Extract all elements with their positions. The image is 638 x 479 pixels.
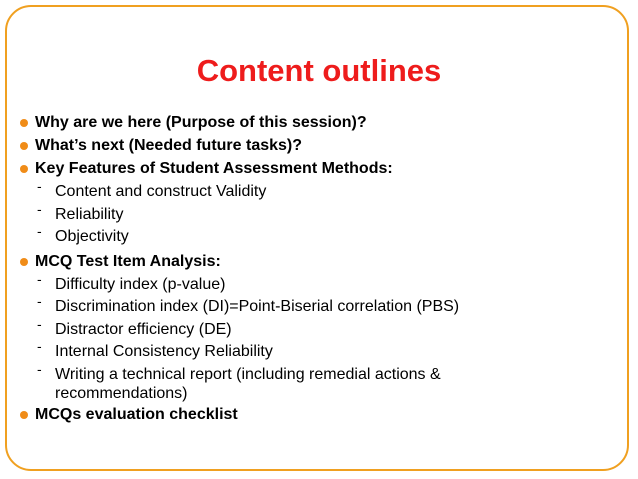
bullet-dot-icon — [20, 258, 28, 266]
outline-item — [20, 113, 620, 136]
outline-item — [20, 136, 620, 159]
outline-item — [20, 159, 620, 182]
sub-item-text: Internal Consistency Reliability — [55, 343, 273, 360]
dash-icon: - — [37, 223, 42, 239]
sub-item — [20, 223, 620, 250]
outline-item — [20, 405, 620, 428]
dash-icon: - — [37, 293, 42, 309]
outline-item-text: MCQ Test Item Analysis: — [35, 252, 221, 270]
sub-item — [20, 178, 620, 205]
dash-icon: - — [37, 270, 42, 287]
sub-item-text: Distractor efficiency (DE) — [55, 320, 232, 338]
sub-item — [20, 293, 620, 320]
sub-item-text: Writing a technical report (including remedial actions & recommendations) — [55, 365, 441, 402]
bullet-dot-icon — [20, 411, 28, 419]
sub-item — [20, 270, 620, 298]
sub-item-text: Content and construct Validity — [55, 183, 267, 200]
dash-icon: - — [37, 200, 42, 217]
outline-item-text: Key Features of Student Assessment Methods: — [35, 160, 393, 177]
sub-item-text: Difficulty index (p-value) — [55, 275, 226, 293]
slide-title: Content outlines — [196, 53, 442, 88]
sub-item-text: Discrimination index (DI)=Point-Biserial correlation (PBS) — [55, 298, 460, 315]
dash-icon: - — [37, 360, 42, 377]
sub-item — [20, 338, 620, 365]
sub-item — [20, 315, 620, 343]
outline-item-text: MCQs evaluation checklist — [35, 405, 238, 423]
sub-item-text: Objectivity — [55, 228, 129, 245]
dash-icon: - — [37, 178, 42, 194]
sub-list — [20, 178, 620, 250]
outline-list — [20, 113, 620, 428]
sub-item — [20, 200, 620, 228]
outline-item-text: Why are we here (Purpose of this session)? — [35, 114, 367, 131]
bullet-dot-icon — [20, 119, 28, 127]
dash-icon: - — [37, 338, 42, 354]
outline-item-text: What’s next (Needed future tasks)? — [35, 137, 303, 154]
sub-list — [20, 270, 620, 403]
bullet-dot-icon — [20, 165, 28, 173]
sub-item-text: Reliability — [55, 205, 124, 223]
bullet-dot-icon — [20, 142, 28, 150]
dash-icon: - — [37, 315, 42, 332]
outline-item — [20, 252, 620, 275]
sub-item — [20, 360, 495, 403]
